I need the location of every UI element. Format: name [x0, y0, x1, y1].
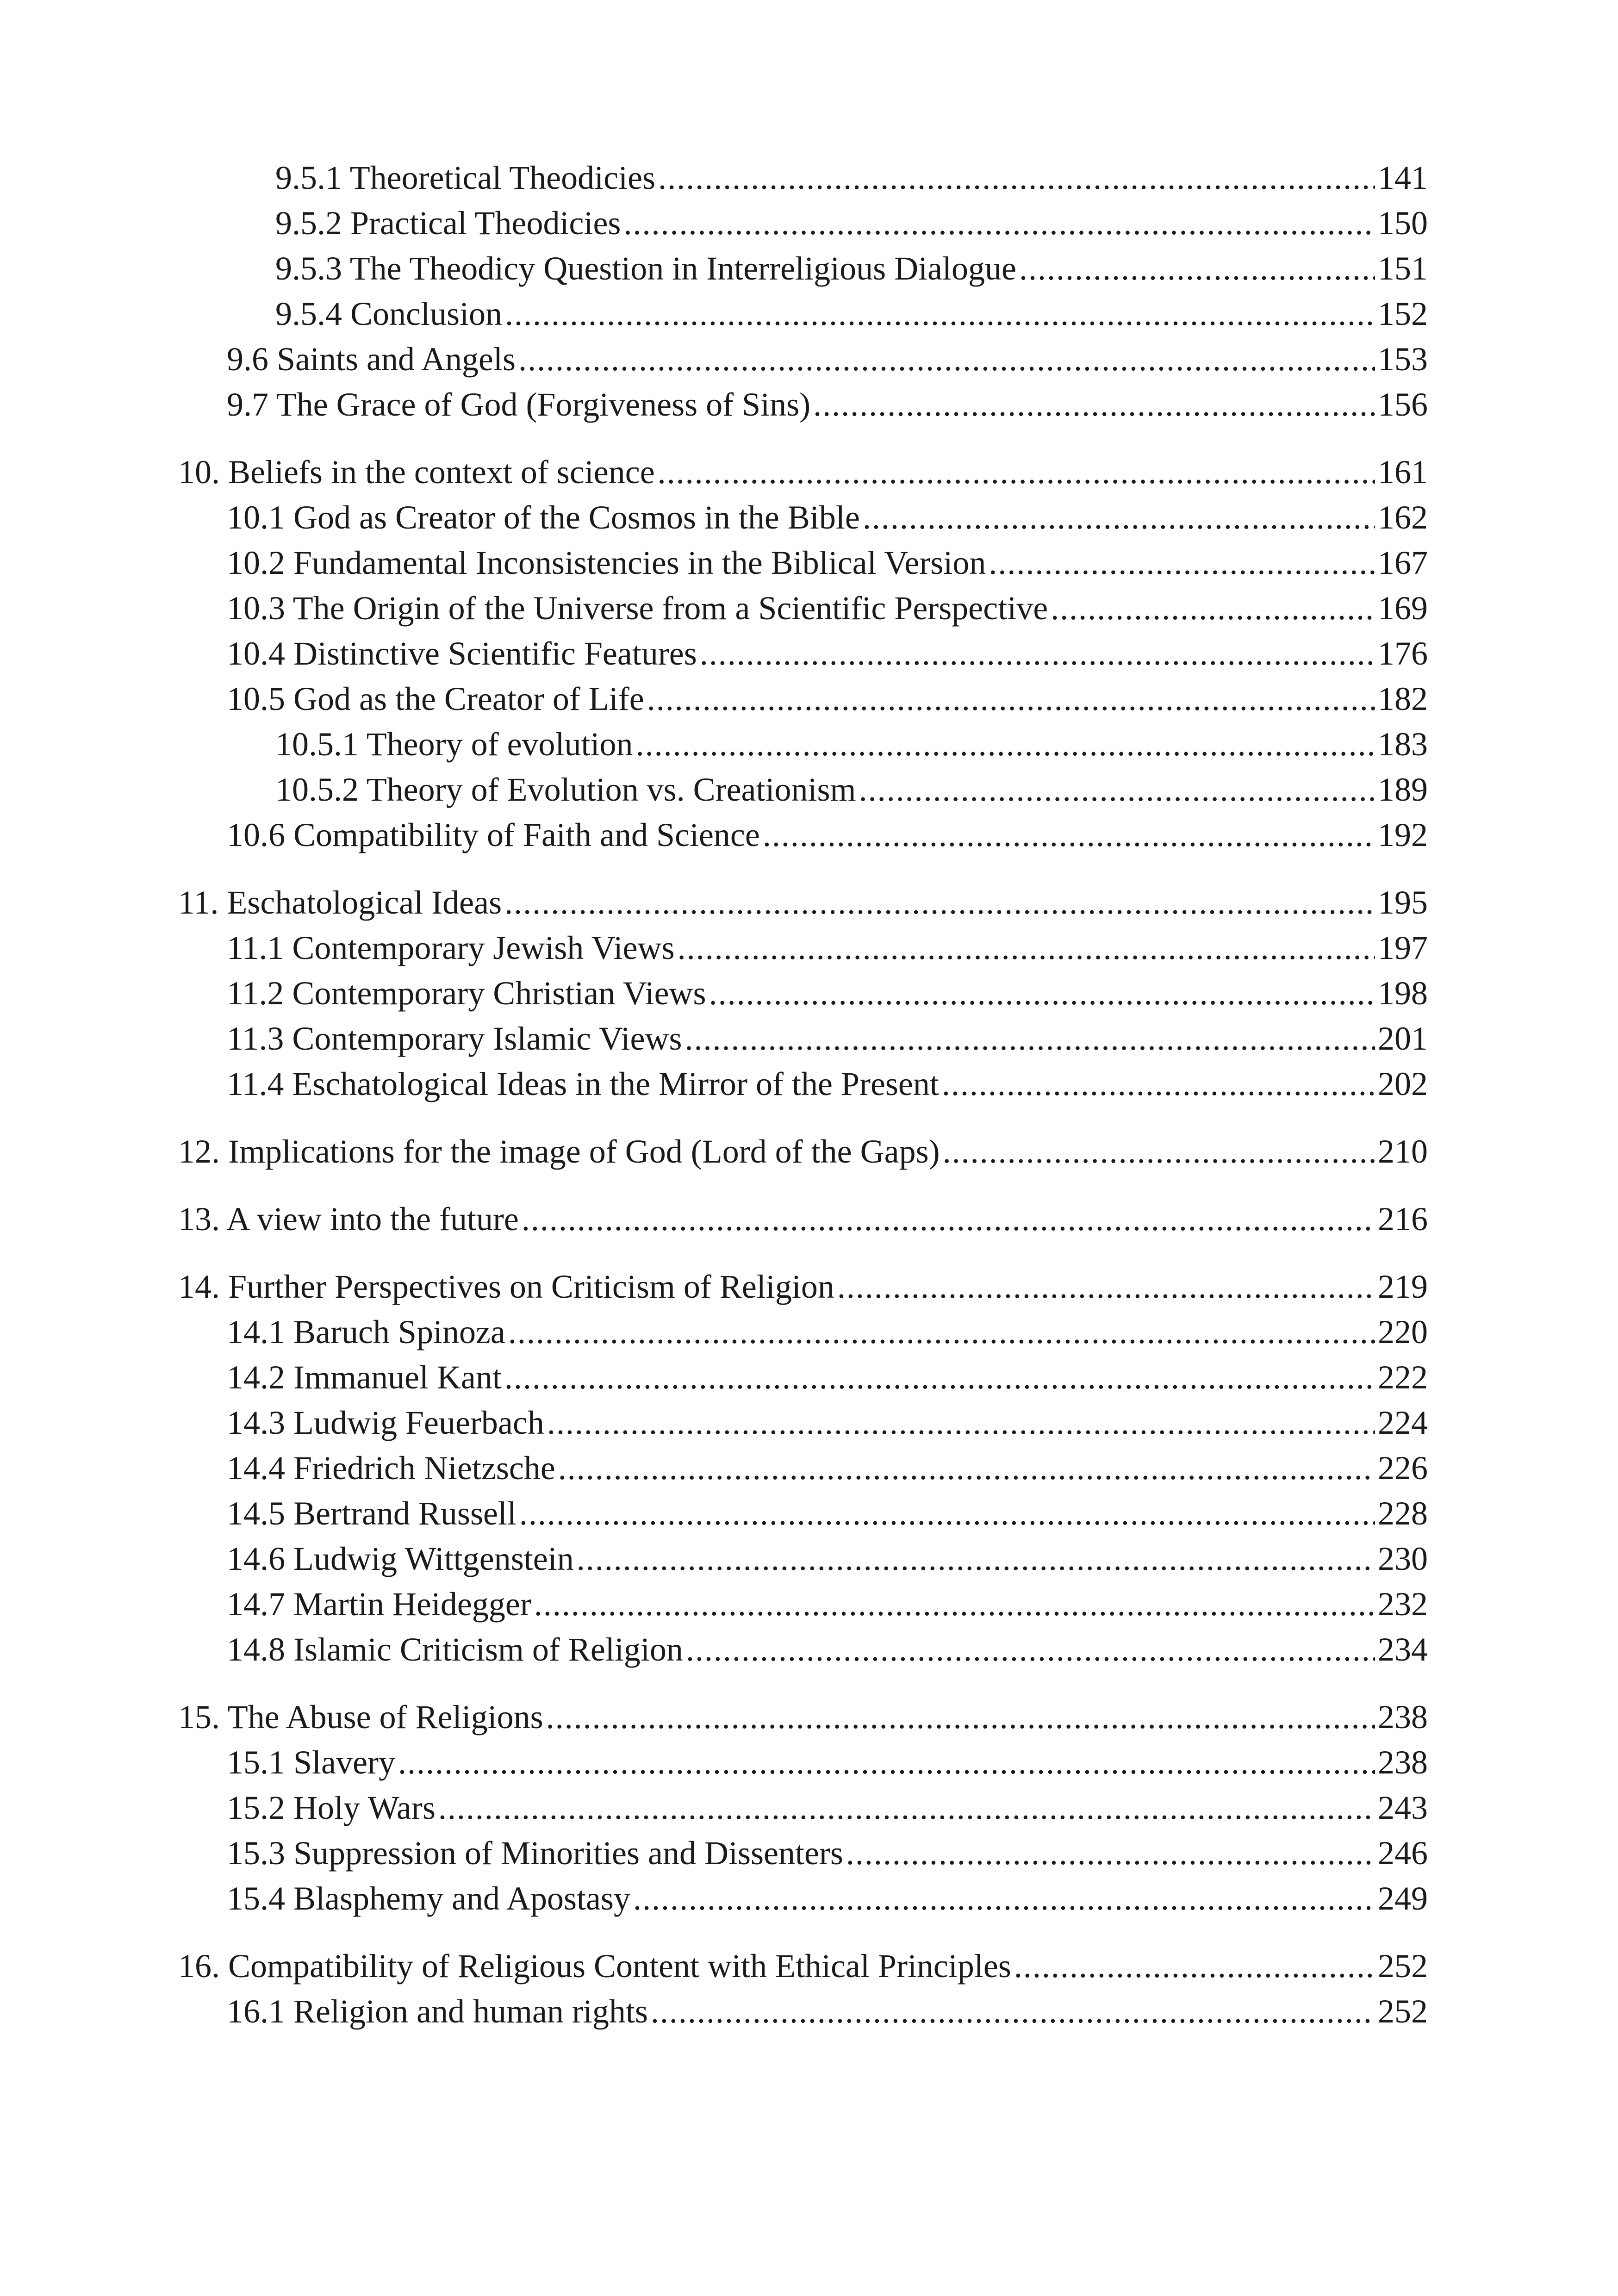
toc-entry [178, 1016, 1428, 1061]
toc-entry [178, 200, 1428, 246]
toc-entry-title: 9.6 Saints and Angels [227, 341, 516, 378]
toc-entry-title: 14.3 Ludwig Feuerbach [227, 1404, 544, 1441]
toc-entry [178, 1196, 1428, 1242]
toc-entry [178, 1740, 1428, 1785]
toc-entry-title: 14.8 Islamic Criticism of Religion [227, 1631, 683, 1668]
toc-entry-title: 11.4 Eschatological Ideas in the Mirror of the Present [227, 1065, 939, 1102]
toc-entry [178, 1445, 1428, 1491]
toc-entry-page-number: 246 [1378, 1835, 1428, 1872]
toc-section [178, 1264, 1428, 1672]
toc-entry-title: 16.1 Religion and human rights [227, 1993, 648, 2030]
toc-entry [178, 1355, 1428, 1400]
toc-entry-page-number: 162 [1378, 499, 1428, 536]
toc-entry [178, 1400, 1428, 1445]
dot-leader [651, 1989, 1375, 2034]
toc-entry-page-number: 210 [1378, 1133, 1428, 1170]
toc-entry-page-number: 249 [1378, 1880, 1428, 1917]
dot-leader [700, 631, 1375, 676]
toc-entry-page-number: 150 [1378, 205, 1428, 242]
dot-leader [863, 495, 1375, 540]
toc-entry-page-number: 167 [1378, 544, 1428, 581]
toc-entry-title: 15.3 Suppression of Minorities and Dissenters [227, 1835, 843, 1872]
toc-entry [178, 1943, 1428, 1989]
toc-entry [178, 1989, 1428, 2034]
toc-entry-page-number: 141 [1378, 159, 1428, 196]
toc-entry [178, 1491, 1428, 1536]
dot-leader [837, 1264, 1375, 1309]
dot-leader [943, 1129, 1375, 1174]
dot-leader [1051, 585, 1375, 631]
toc-entry [178, 540, 1428, 585]
toc-section [178, 1694, 1428, 1921]
toc-entry-page-number: 228 [1378, 1495, 1428, 1532]
dot-leader [636, 722, 1375, 767]
toc-entry-title: 15.1 Slavery [227, 1744, 395, 1781]
dot-leader [989, 540, 1375, 585]
toc-entry-page-number: 189 [1378, 771, 1428, 808]
dot-leader [438, 1785, 1375, 1830]
dot-leader [623, 200, 1375, 246]
toc-entry [178, 449, 1428, 495]
dot-leader [647, 676, 1375, 722]
toc-section [178, 880, 1428, 1107]
toc-entry [178, 925, 1428, 971]
toc-entry [178, 291, 1428, 336]
toc-entry-title: 10.5 God as the Creator of Life [227, 680, 644, 717]
toc-entry-page-number: 252 [1378, 1948, 1428, 1985]
toc-entry-title: 16. Compatibility of Religious Content with Ethical Principles [178, 1948, 1011, 1985]
toc-entry-title: 11.3 Contemporary Islamic Views [227, 1020, 682, 1057]
toc-entry-title: 14.7 Martin Heidegger [227, 1586, 531, 1623]
dot-leader [942, 1061, 1375, 1107]
dot-leader [504, 1355, 1375, 1400]
toc-entry-page-number: 176 [1378, 635, 1428, 672]
toc-entry-title: 11.1 Contemporary Jewish Views [227, 929, 675, 966]
toc-section [178, 1129, 1428, 1174]
toc-entry-page-number: 222 [1378, 1359, 1428, 1396]
toc-entry-title: 9.5.2 Practical Theodicies [275, 205, 621, 242]
toc-entry-page-number: 243 [1378, 1789, 1428, 1826]
toc-entry [178, 155, 1428, 200]
dot-leader [547, 1400, 1375, 1445]
dot-leader [685, 1016, 1375, 1061]
toc-entry-title: 10.1 God as Creator of the Cosmos in the Bible [227, 499, 860, 536]
dot-leader [1019, 246, 1375, 291]
dot-leader [658, 449, 1375, 495]
toc-entry [178, 246, 1428, 291]
toc-entry [178, 1627, 1428, 1672]
toc-entry [178, 880, 1428, 925]
toc-entry [178, 1264, 1428, 1309]
dot-leader [577, 1536, 1375, 1581]
toc-entry-page-number: 198 [1378, 975, 1428, 1012]
toc-entry-title: 10.2 Fundamental Inconsistencies in the Biblical Version [227, 544, 986, 581]
toc-entry-title: 15. The Abuse of Religions [178, 1699, 543, 1736]
toc-entry [178, 676, 1428, 722]
dot-leader [546, 1694, 1375, 1740]
toc-entry [178, 1129, 1428, 1174]
toc-entry-page-number: 153 [1378, 341, 1428, 378]
toc-entry-page-number: 238 [1378, 1699, 1428, 1736]
toc-entry-page-number: 151 [1378, 250, 1428, 287]
dot-leader [519, 1491, 1375, 1536]
toc-entry [178, 631, 1428, 676]
toc-section [178, 449, 1428, 858]
toc-entry [178, 1061, 1428, 1107]
toc-entry-page-number: 226 [1378, 1450, 1428, 1487]
dot-leader [709, 971, 1375, 1016]
toc-entry-title: 14.1 Baruch Spinoza [227, 1313, 505, 1350]
toc-section [178, 1943, 1428, 2034]
dot-leader [763, 812, 1375, 858]
toc-entry [178, 1830, 1428, 1876]
toc-section [178, 155, 1428, 427]
table-of-contents [178, 155, 1428, 2056]
dot-leader [813, 382, 1375, 427]
toc-entry-page-number: 183 [1378, 726, 1428, 763]
toc-entry-title: 10.5.2 Theory of Evolution vs. Creationism [275, 771, 856, 808]
toc-entry [178, 1536, 1428, 1581]
dot-leader [522, 1196, 1375, 1242]
toc-entry-title: 10. Beliefs in the context of science [178, 454, 655, 491]
toc-entry [178, 495, 1428, 540]
toc-entry-page-number: 224 [1378, 1404, 1428, 1441]
toc-entry [178, 1694, 1428, 1740]
dot-leader [846, 1830, 1375, 1876]
toc-entry-title: 15.4 Blasphemy and Apostasy [227, 1880, 630, 1917]
toc-entry-title: 12. Implications for the image of God (Lord of the Gaps) [178, 1133, 940, 1170]
toc-entry-page-number: 232 [1378, 1586, 1428, 1623]
dot-leader [686, 1627, 1375, 1672]
toc-entry-page-number: 152 [1378, 295, 1428, 332]
toc-entry-page-number: 182 [1378, 680, 1428, 717]
dot-leader [518, 336, 1375, 382]
toc-entry [178, 722, 1428, 767]
toc-entry-page-number: 219 [1378, 1268, 1428, 1305]
toc-entry [178, 812, 1428, 858]
toc-entry-title: 14.5 Bertrand Russell [227, 1495, 517, 1532]
dot-leader [658, 155, 1375, 200]
dot-leader [1014, 1943, 1375, 1989]
toc-entry-title: 9.7 The Grace of God (Forgiveness of Sins) [227, 386, 811, 423]
toc-entry-page-number: 201 [1378, 1020, 1428, 1057]
toc-entry [178, 1876, 1428, 1921]
toc-entry-page-number: 238 [1378, 1744, 1428, 1781]
toc-entry-title: 13. A view into the future [178, 1201, 519, 1238]
toc-entry-title: 9.5.1 Theoretical Theodicies [275, 159, 656, 196]
toc-entry-page-number: 234 [1378, 1631, 1428, 1668]
toc-entry-title: 10.4 Distinctive Scientific Features [227, 635, 697, 672]
toc-entry [178, 971, 1428, 1016]
toc-entry-title: 9.5.4 Conclusion [275, 295, 503, 332]
toc-entry [178, 1581, 1428, 1627]
toc-entry-page-number: 220 [1378, 1313, 1428, 1350]
toc-entry-title: 11.2 Contemporary Christian Views [227, 975, 706, 1012]
toc-entry-page-number: 216 [1378, 1201, 1428, 1238]
dot-leader [534, 1581, 1375, 1627]
dot-leader [678, 925, 1375, 971]
toc-entry-page-number: 156 [1378, 386, 1428, 423]
dot-leader [558, 1445, 1375, 1491]
toc-entry-title: 10.3 The Origin of the Universe from a Scientific Perspective [227, 590, 1048, 627]
toc-entry-title: 10.6 Compatibility of Faith and Science [227, 816, 760, 853]
toc-entry-title: 9.5.3 The Theodicy Question in Interreligious Dialogue [275, 250, 1017, 287]
toc-entry-title: 15.2 Holy Wars [227, 1789, 436, 1826]
toc-entry [178, 1309, 1428, 1355]
dot-leader [859, 767, 1375, 812]
toc-entry-page-number: 192 [1378, 816, 1428, 853]
toc-entry-page-number: 195 [1378, 884, 1428, 921]
toc-entry-page-number: 169 [1378, 590, 1428, 627]
dot-leader [504, 880, 1375, 925]
toc-entry-page-number: 252 [1378, 1993, 1428, 2030]
toc-entry [178, 1785, 1428, 1830]
toc-entry-page-number: 230 [1378, 1540, 1428, 1577]
toc-section [178, 1196, 1428, 1242]
toc-entry-title: 14.2 Immanuel Kant [227, 1359, 502, 1396]
dot-leader [505, 291, 1375, 336]
toc-entry-title: 10.5.1 Theory of evolution [275, 726, 633, 763]
toc-entry-page-number: 202 [1378, 1065, 1428, 1102]
toc-entry [178, 382, 1428, 427]
toc-entry-title: 14.6 Ludwig Wittgenstein [227, 1540, 574, 1577]
dot-leader [398, 1740, 1375, 1785]
toc-entry-page-number: 161 [1378, 454, 1428, 491]
toc-entry-title: 14. Further Perspectives on Criticism of Religion [178, 1268, 834, 1305]
toc-entry [178, 767, 1428, 812]
toc-entry-page-number: 197 [1378, 929, 1428, 966]
toc-entry-title: 11. Eschatological Ideas [178, 884, 502, 921]
toc-entry-title: 14.4 Friedrich Nietzsche [227, 1450, 555, 1487]
toc-entry [178, 585, 1428, 631]
dot-leader [633, 1876, 1375, 1921]
dot-leader [508, 1309, 1375, 1355]
toc-entry [178, 336, 1428, 382]
